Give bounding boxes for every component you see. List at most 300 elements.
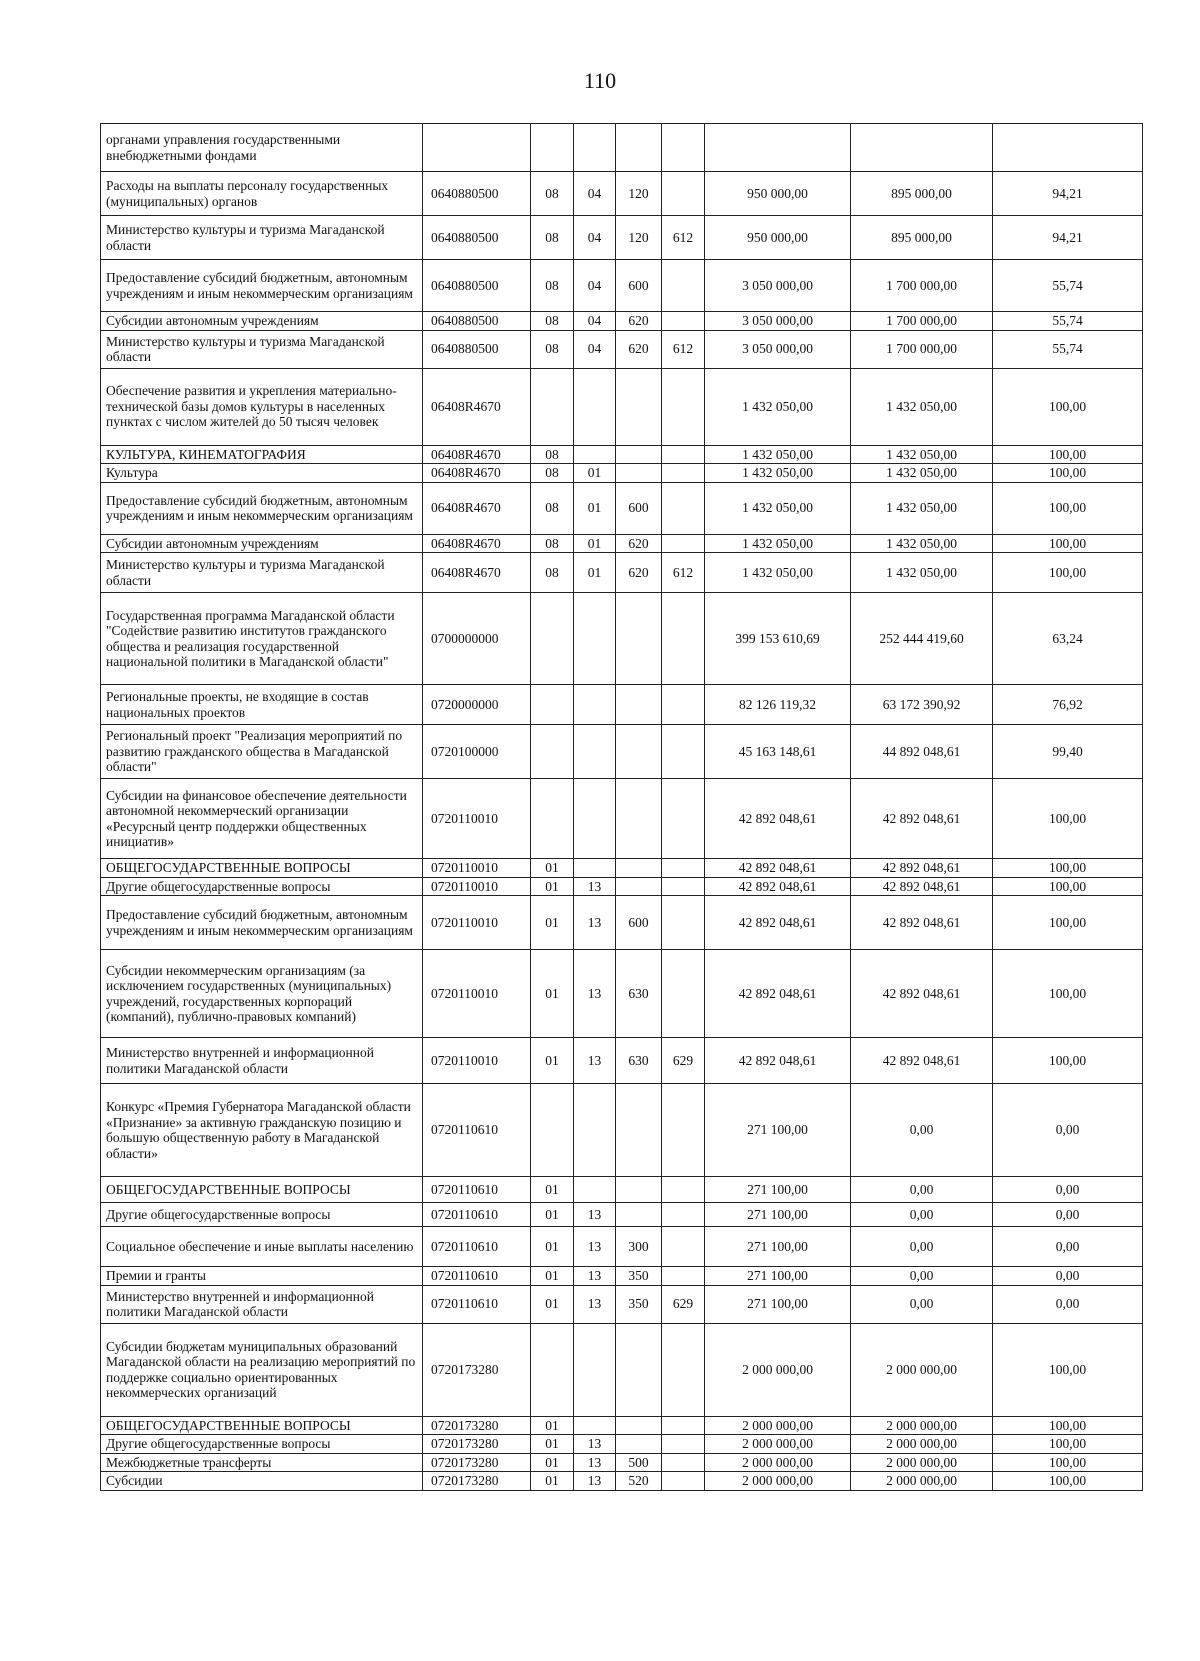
cell-budget-admin bbox=[662, 859, 705, 878]
cell-target-article: 0720110010 bbox=[423, 896, 531, 950]
cell-percent: 100,00 bbox=[993, 1323, 1143, 1416]
cell-percent: 76,92 bbox=[993, 685, 1143, 725]
cell-section bbox=[531, 124, 574, 172]
cell-target-article: 0720110610 bbox=[423, 1177, 531, 1203]
table-row bbox=[101, 1038, 1143, 1084]
table-row bbox=[101, 553, 1143, 593]
cell-percent: 55,74 bbox=[993, 312, 1143, 331]
cell-planned: 271 100,00 bbox=[705, 1177, 851, 1203]
cell-expense-type: 600 bbox=[616, 260, 662, 312]
page-number: 110 bbox=[583, 68, 617, 93]
cell-expense-type bbox=[616, 779, 662, 859]
cell-executed: 42 892 048,61 bbox=[851, 859, 993, 878]
cell-expense-type bbox=[616, 1084, 662, 1177]
cell-target-article bbox=[423, 124, 531, 172]
table-row bbox=[101, 445, 1143, 464]
table-row bbox=[101, 725, 1143, 779]
cell-section bbox=[531, 725, 574, 779]
cell-subsection bbox=[574, 859, 616, 878]
cell-name: Культура bbox=[101, 464, 423, 483]
cell-subsection bbox=[574, 1084, 616, 1177]
cell-expense-type bbox=[616, 368, 662, 445]
cell-name: Министерство культуры и туризма Магаданской области bbox=[101, 216, 423, 260]
cell-executed: 0,00 bbox=[851, 1267, 993, 1286]
cell-executed: 42 892 048,61 bbox=[851, 1038, 993, 1084]
cell-executed: 0,00 bbox=[851, 1285, 993, 1323]
cell-name: ОБЩЕГОСУДАРСТВЕННЫЕ ВОПРОСЫ bbox=[101, 1416, 423, 1435]
cell-section: 08 bbox=[531, 312, 574, 331]
cell-section bbox=[531, 1323, 574, 1416]
cell-target-article: 0720173280 bbox=[423, 1472, 531, 1491]
cell-subsection: 13 bbox=[574, 1285, 616, 1323]
cell-name: ОБЩЕГОСУДАРСТВЕННЫЕ ВОПРОСЫ bbox=[101, 1177, 423, 1203]
cell-budget-admin: 629 bbox=[662, 1285, 705, 1323]
cell-subsection bbox=[574, 1177, 616, 1203]
cell-planned: 950 000,00 bbox=[705, 216, 851, 260]
cell-budget-admin bbox=[662, 1453, 705, 1472]
cell-expense-type bbox=[616, 1177, 662, 1203]
cell-section: 08 bbox=[531, 534, 574, 553]
cell-budget-admin bbox=[662, 685, 705, 725]
cell-expense-type: 600 bbox=[616, 482, 662, 534]
cell-executed: 0,00 bbox=[851, 1203, 993, 1227]
cell-name: Предоставление субсидий бюджетным, автономным учреждениям и иным некоммерческим организациям bbox=[101, 896, 423, 950]
cell-target-article: 06408R4670 bbox=[423, 482, 531, 534]
cell-planned: 2 000 000,00 bbox=[705, 1435, 851, 1454]
cell-section: 01 bbox=[531, 877, 574, 896]
cell-name: Министерство культуры и туризма Магаданской области bbox=[101, 553, 423, 593]
cell-name: Субсидии bbox=[101, 1472, 423, 1491]
cell-budget-admin bbox=[662, 124, 705, 172]
cell-target-article: 0720000000 bbox=[423, 685, 531, 725]
cell-executed: 1 700 000,00 bbox=[851, 312, 993, 331]
cell-executed: 2 000 000,00 bbox=[851, 1435, 993, 1454]
cell-name: КУЛЬТУРА, КИНЕМАТОГРАФИЯ bbox=[101, 445, 423, 464]
table-row bbox=[101, 1416, 1143, 1435]
cell-name: Другие общегосударственные вопросы bbox=[101, 877, 423, 896]
cell-target-article: 06408R4670 bbox=[423, 553, 531, 593]
cell-executed: 0,00 bbox=[851, 1227, 993, 1267]
cell-expense-type bbox=[616, 859, 662, 878]
cell-section bbox=[531, 368, 574, 445]
cell-budget-admin bbox=[662, 1227, 705, 1267]
cell-planned: 399 153 610,69 bbox=[705, 593, 851, 685]
cell-expense-type: 300 bbox=[616, 1227, 662, 1267]
cell-budget-admin bbox=[662, 260, 705, 312]
cell-target-article: 0720110610 bbox=[423, 1285, 531, 1323]
cell-executed: 2 000 000,00 bbox=[851, 1416, 993, 1435]
cell-target-article: 0720110610 bbox=[423, 1084, 531, 1177]
table-row bbox=[101, 1227, 1143, 1267]
cell-executed: 252 444 419,60 bbox=[851, 593, 993, 685]
cell-percent: 100,00 bbox=[993, 779, 1143, 859]
cell-name: Субсидии бюджетам муниципальных образований Магаданской области на реализацию мероприятий по поддержке социально ориентированных некоммерческих организаций bbox=[101, 1323, 423, 1416]
cell-percent: 55,74 bbox=[993, 330, 1143, 368]
cell-planned: 2 000 000,00 bbox=[705, 1453, 851, 1472]
cell-target-article: 0720110010 bbox=[423, 877, 531, 896]
cell-planned: 1 432 050,00 bbox=[705, 368, 851, 445]
cell-budget-admin bbox=[662, 312, 705, 331]
cell-name: органами управления государственными внебюджетными фондами bbox=[101, 124, 423, 172]
cell-section: 01 bbox=[531, 859, 574, 878]
cell-section: 01 bbox=[531, 1416, 574, 1435]
cell-budget-admin bbox=[662, 1472, 705, 1491]
cell-percent: 100,00 bbox=[993, 445, 1143, 464]
cell-percent: 100,00 bbox=[993, 1038, 1143, 1084]
cell-subsection: 13 bbox=[574, 896, 616, 950]
cell-expense-type: 630 bbox=[616, 1038, 662, 1084]
cell-target-article: 06408R4670 bbox=[423, 534, 531, 553]
cell-name: Субсидии автономным учреждениям bbox=[101, 534, 423, 553]
cell-expense-type: 500 bbox=[616, 1453, 662, 1472]
cell-executed: 42 892 048,61 bbox=[851, 950, 993, 1038]
cell-name: Министерство культуры и туризма Магаданской области bbox=[101, 330, 423, 368]
cell-budget-admin bbox=[662, 464, 705, 483]
cell-executed: 2 000 000,00 bbox=[851, 1453, 993, 1472]
cell-executed: 42 892 048,61 bbox=[851, 779, 993, 859]
cell-section: 01 bbox=[531, 1267, 574, 1286]
cell-name: Другие общегосударственные вопросы bbox=[101, 1435, 423, 1454]
cell-name: Субсидии некоммерческим организациям (за исключением государственных (муниципальных) учреждений, государственных корпораций (компаний), публично-правовых компаний) bbox=[101, 950, 423, 1038]
cell-subsection: 13 bbox=[574, 877, 616, 896]
cell-percent: 100,00 bbox=[993, 1416, 1143, 1435]
cell-planned: 271 100,00 bbox=[705, 1267, 851, 1286]
cell-percent: 100,00 bbox=[993, 1435, 1143, 1454]
cell-planned: 1 432 050,00 bbox=[705, 553, 851, 593]
cell-expense-type: 630 bbox=[616, 950, 662, 1038]
cell-executed: 1 432 050,00 bbox=[851, 445, 993, 464]
cell-planned: 1 432 050,00 bbox=[705, 482, 851, 534]
cell-subsection: 04 bbox=[574, 330, 616, 368]
cell-percent: 0,00 bbox=[993, 1084, 1143, 1177]
cell-name: Региональный проект "Реализация мероприятий по развитию гражданского общества в Магаданской области" bbox=[101, 725, 423, 779]
cell-planned: 2 000 000,00 bbox=[705, 1416, 851, 1435]
cell-planned: 1 432 050,00 bbox=[705, 464, 851, 483]
cell-subsection: 04 bbox=[574, 312, 616, 331]
cell-executed: 1 700 000,00 bbox=[851, 260, 993, 312]
cell-budget-admin bbox=[662, 1177, 705, 1203]
cell-percent: 100,00 bbox=[993, 368, 1143, 445]
cell-percent: 0,00 bbox=[993, 1267, 1143, 1286]
cell-planned: 1 432 050,00 bbox=[705, 534, 851, 553]
cell-percent: 100,00 bbox=[993, 950, 1143, 1038]
cell-name: Региональные проекты, не входящие в состав национальных проектов bbox=[101, 685, 423, 725]
cell-executed: 1 432 050,00 bbox=[851, 534, 993, 553]
cell-target-article: 0720173280 bbox=[423, 1453, 531, 1472]
cell-target-article: 0720173280 bbox=[423, 1323, 531, 1416]
cell-percent: 99,40 bbox=[993, 725, 1143, 779]
cell-subsection bbox=[574, 725, 616, 779]
cell-subsection: 13 bbox=[574, 950, 616, 1038]
cell-section: 08 bbox=[531, 330, 574, 368]
cell-section: 01 bbox=[531, 896, 574, 950]
cell-planned: 3 050 000,00 bbox=[705, 260, 851, 312]
cell-section: 08 bbox=[531, 445, 574, 464]
cell-expense-type bbox=[616, 1435, 662, 1454]
cell-expense-type bbox=[616, 685, 662, 725]
cell-executed: 895 000,00 bbox=[851, 172, 993, 216]
table-row bbox=[101, 1435, 1143, 1454]
cell-planned: 2 000 000,00 bbox=[705, 1472, 851, 1491]
cell-target-article: 0640880500 bbox=[423, 172, 531, 216]
cell-percent: 100,00 bbox=[993, 859, 1143, 878]
cell-section: 01 bbox=[531, 1472, 574, 1491]
cell-target-article: 0640880500 bbox=[423, 216, 531, 260]
cell-section bbox=[531, 685, 574, 725]
cell-executed: 1 700 000,00 bbox=[851, 330, 993, 368]
cell-expense-type bbox=[616, 445, 662, 464]
cell-budget-admin bbox=[662, 482, 705, 534]
table-row bbox=[101, 1453, 1143, 1472]
table-row bbox=[101, 877, 1143, 896]
cell-budget-admin bbox=[662, 445, 705, 464]
budget-table bbox=[100, 123, 1143, 1491]
cell-name: ОБЩЕГОСУДАРСТВЕННЫЕ ВОПРОСЫ bbox=[101, 859, 423, 878]
cell-target-article: 0640880500 bbox=[423, 330, 531, 368]
cell-executed bbox=[851, 124, 993, 172]
cell-section bbox=[531, 593, 574, 685]
cell-expense-type: 350 bbox=[616, 1285, 662, 1323]
cell-executed: 0,00 bbox=[851, 1177, 993, 1203]
cell-name: Социальное обеспечение и иные выплаты населению bbox=[101, 1227, 423, 1267]
table-row bbox=[101, 685, 1143, 725]
cell-subsection: 13 bbox=[574, 1435, 616, 1454]
cell-subsection: 13 bbox=[574, 1227, 616, 1267]
cell-section: 08 bbox=[531, 482, 574, 534]
cell-planned: 3 050 000,00 bbox=[705, 330, 851, 368]
cell-percent: 100,00 bbox=[993, 553, 1143, 593]
cell-target-article: 0720110010 bbox=[423, 1038, 531, 1084]
cell-name: Субсидии на финансовое обеспечение деятельности автономной некоммерческий организации «Ресурсный центр поддержки общественных инициатив» bbox=[101, 779, 423, 859]
cell-budget-admin bbox=[662, 1267, 705, 1286]
cell-section: 08 bbox=[531, 464, 574, 483]
cell-percent: 0,00 bbox=[993, 1177, 1143, 1203]
cell-subsection bbox=[574, 368, 616, 445]
cell-section: 01 bbox=[531, 1203, 574, 1227]
cell-expense-type bbox=[616, 124, 662, 172]
cell-planned: 3 050 000,00 bbox=[705, 312, 851, 331]
cell-planned: 271 100,00 bbox=[705, 1227, 851, 1267]
table-row bbox=[101, 330, 1143, 368]
table-row bbox=[101, 216, 1143, 260]
cell-subsection: 01 bbox=[574, 464, 616, 483]
cell-budget-admin bbox=[662, 1203, 705, 1227]
cell-subsection: 04 bbox=[574, 260, 616, 312]
cell-expense-type: 520 bbox=[616, 1472, 662, 1491]
cell-name: Предоставление субсидий бюджетным, автономным учреждениям и иным некоммерческим организациям bbox=[101, 260, 423, 312]
cell-executed: 63 172 390,92 bbox=[851, 685, 993, 725]
cell-target-article: 0720110010 bbox=[423, 859, 531, 878]
cell-target-article: 06408R4670 bbox=[423, 464, 531, 483]
cell-target-article: 0720110610 bbox=[423, 1227, 531, 1267]
cell-percent: 0,00 bbox=[993, 1203, 1143, 1227]
cell-percent: 100,00 bbox=[993, 1472, 1143, 1491]
cell-planned: 42 892 048,61 bbox=[705, 896, 851, 950]
cell-percent: 0,00 bbox=[993, 1227, 1143, 1267]
table-row bbox=[101, 1472, 1143, 1491]
cell-budget-admin bbox=[662, 534, 705, 553]
cell-percent: 0,00 bbox=[993, 1285, 1143, 1323]
cell-subsection bbox=[574, 1323, 616, 1416]
table-row bbox=[101, 1084, 1143, 1177]
table-row bbox=[101, 779, 1143, 859]
cell-budget-admin: 612 bbox=[662, 216, 705, 260]
cell-executed: 44 892 048,61 bbox=[851, 725, 993, 779]
cell-executed: 1 432 050,00 bbox=[851, 368, 993, 445]
cell-section: 01 bbox=[531, 1227, 574, 1267]
cell-name: Государственная программа Магаданской области "Содействие развитию институтов гражданского общества и реализация государственной национальной политики в Магаданской области" bbox=[101, 593, 423, 685]
cell-planned bbox=[705, 124, 851, 172]
table-row bbox=[101, 312, 1143, 331]
table-row bbox=[101, 950, 1143, 1038]
cell-expense-type: 620 bbox=[616, 534, 662, 553]
cell-budget-admin: 629 bbox=[662, 1038, 705, 1084]
cell-planned: 271 100,00 bbox=[705, 1203, 851, 1227]
cell-section: 01 bbox=[531, 1038, 574, 1084]
cell-section bbox=[531, 779, 574, 859]
cell-planned: 42 892 048,61 bbox=[705, 779, 851, 859]
cell-planned: 42 892 048,61 bbox=[705, 877, 851, 896]
cell-expense-type bbox=[616, 1323, 662, 1416]
cell-expense-type bbox=[616, 1203, 662, 1227]
cell-budget-admin bbox=[662, 950, 705, 1038]
cell-target-article: 0720173280 bbox=[423, 1435, 531, 1454]
cell-name: Субсидии автономным учреждениям bbox=[101, 312, 423, 331]
cell-planned: 950 000,00 bbox=[705, 172, 851, 216]
cell-subsection bbox=[574, 1416, 616, 1435]
cell-planned: 42 892 048,61 bbox=[705, 859, 851, 878]
cell-budget-admin bbox=[662, 1084, 705, 1177]
cell-subsection: 13 bbox=[574, 1472, 616, 1491]
cell-percent: 100,00 bbox=[993, 896, 1143, 950]
table-row bbox=[101, 859, 1143, 878]
cell-percent: 100,00 bbox=[993, 534, 1143, 553]
table-row bbox=[101, 368, 1143, 445]
cell-planned: 42 892 048,61 bbox=[705, 950, 851, 1038]
cell-executed: 2 000 000,00 bbox=[851, 1323, 993, 1416]
cell-subsection bbox=[574, 124, 616, 172]
cell-expense-type bbox=[616, 593, 662, 685]
table-row bbox=[101, 593, 1143, 685]
cell-name: Министерство внутренней и информационной политики Магаданской области bbox=[101, 1285, 423, 1323]
cell-section: 01 bbox=[531, 950, 574, 1038]
cell-expense-type bbox=[616, 725, 662, 779]
cell-expense-type: 350 bbox=[616, 1267, 662, 1286]
cell-expense-type bbox=[616, 464, 662, 483]
table-row bbox=[101, 1285, 1143, 1323]
cell-planned: 82 126 119,32 bbox=[705, 685, 851, 725]
cell-planned: 271 100,00 bbox=[705, 1084, 851, 1177]
cell-executed: 0,00 bbox=[851, 1084, 993, 1177]
table-row bbox=[101, 124, 1143, 172]
cell-target-article: 0720110010 bbox=[423, 950, 531, 1038]
table-row bbox=[101, 260, 1143, 312]
cell-executed: 1 432 050,00 bbox=[851, 553, 993, 593]
cell-name: Министерство внутренней и информационной политики Магаданской области bbox=[101, 1038, 423, 1084]
cell-section: 08 bbox=[531, 260, 574, 312]
cell-section: 08 bbox=[531, 553, 574, 593]
cell-name: Другие общегосударственные вопросы bbox=[101, 1203, 423, 1227]
cell-section bbox=[531, 1084, 574, 1177]
cell-subsection bbox=[574, 445, 616, 464]
cell-subsection: 13 bbox=[574, 1267, 616, 1286]
cell-planned: 271 100,00 bbox=[705, 1285, 851, 1323]
cell-target-article: 0700000000 bbox=[423, 593, 531, 685]
cell-subsection: 13 bbox=[574, 1203, 616, 1227]
cell-budget-admin bbox=[662, 172, 705, 216]
cell-executed: 895 000,00 bbox=[851, 216, 993, 260]
cell-name: Премии и гранты bbox=[101, 1267, 423, 1286]
cell-subsection: 04 bbox=[574, 172, 616, 216]
cell-planned: 45 163 148,61 bbox=[705, 725, 851, 779]
cell-section: 01 bbox=[531, 1435, 574, 1454]
cell-percent: 94,21 bbox=[993, 172, 1143, 216]
cell-target-article: 0640880500 bbox=[423, 260, 531, 312]
cell-subsection: 01 bbox=[574, 534, 616, 553]
cell-name: Обеспечение развития и укрепления материально-технической базы домов культуры в населенных пунктах с числом жителей до 50 тысяч человек bbox=[101, 368, 423, 445]
cell-expense-type: 120 bbox=[616, 216, 662, 260]
cell-planned: 42 892 048,61 bbox=[705, 1038, 851, 1084]
cell-budget-admin bbox=[662, 368, 705, 445]
table-row bbox=[101, 464, 1143, 483]
cell-target-article: 0640880500 bbox=[423, 312, 531, 331]
cell-name: Конкурс «Премия Губернатора Магаданской области «Признание» за активную гражданскую позицию и большую общественную работу в Магаданской области» bbox=[101, 1084, 423, 1177]
cell-subsection bbox=[574, 685, 616, 725]
cell-expense-type: 620 bbox=[616, 553, 662, 593]
cell-name: Расходы на выплаты персоналу государственных (муниципальных) органов bbox=[101, 172, 423, 216]
table-row bbox=[101, 482, 1143, 534]
cell-section: 08 bbox=[531, 216, 574, 260]
table-row bbox=[101, 896, 1143, 950]
cell-target-article: 06408R4670 bbox=[423, 368, 531, 445]
cell-budget-admin bbox=[662, 896, 705, 950]
table-row bbox=[101, 1323, 1143, 1416]
cell-subsection: 04 bbox=[574, 216, 616, 260]
cell-name: Межбюджетные трансферты bbox=[101, 1453, 423, 1472]
cell-subsection: 01 bbox=[574, 482, 616, 534]
cell-executed: 1 432 050,00 bbox=[851, 464, 993, 483]
table-body bbox=[101, 124, 1143, 1491]
cell-percent: 55,74 bbox=[993, 260, 1143, 312]
cell-budget-admin: 612 bbox=[662, 553, 705, 593]
cell-budget-admin bbox=[662, 1323, 705, 1416]
cell-percent: 100,00 bbox=[993, 877, 1143, 896]
cell-executed: 2 000 000,00 bbox=[851, 1472, 993, 1491]
cell-section: 01 bbox=[531, 1285, 574, 1323]
cell-subsection: 13 bbox=[574, 1038, 616, 1084]
cell-target-article: 0720110610 bbox=[423, 1203, 531, 1227]
cell-percent: 63,24 bbox=[993, 593, 1143, 685]
cell-budget-admin bbox=[662, 1416, 705, 1435]
cell-name: Предоставление субсидий бюджетным, автономным учреждениям и иным некоммерческим организациям bbox=[101, 482, 423, 534]
table-row bbox=[101, 172, 1143, 216]
cell-budget-admin bbox=[662, 593, 705, 685]
cell-target-article: 0720173280 bbox=[423, 1416, 531, 1435]
cell-percent: 100,00 bbox=[993, 1453, 1143, 1472]
cell-section: 01 bbox=[531, 1177, 574, 1203]
cell-budget-admin bbox=[662, 877, 705, 896]
cell-budget-admin: 612 bbox=[662, 330, 705, 368]
cell-expense-type: 620 bbox=[616, 312, 662, 331]
cell-subsection bbox=[574, 593, 616, 685]
table-row bbox=[101, 1267, 1143, 1286]
cell-target-article: 0720100000 bbox=[423, 725, 531, 779]
cell-percent: 100,00 bbox=[993, 464, 1143, 483]
cell-subsection bbox=[574, 779, 616, 859]
cell-percent: 100,00 bbox=[993, 482, 1143, 534]
cell-subsection: 13 bbox=[574, 1453, 616, 1472]
cell-executed: 42 892 048,61 bbox=[851, 896, 993, 950]
